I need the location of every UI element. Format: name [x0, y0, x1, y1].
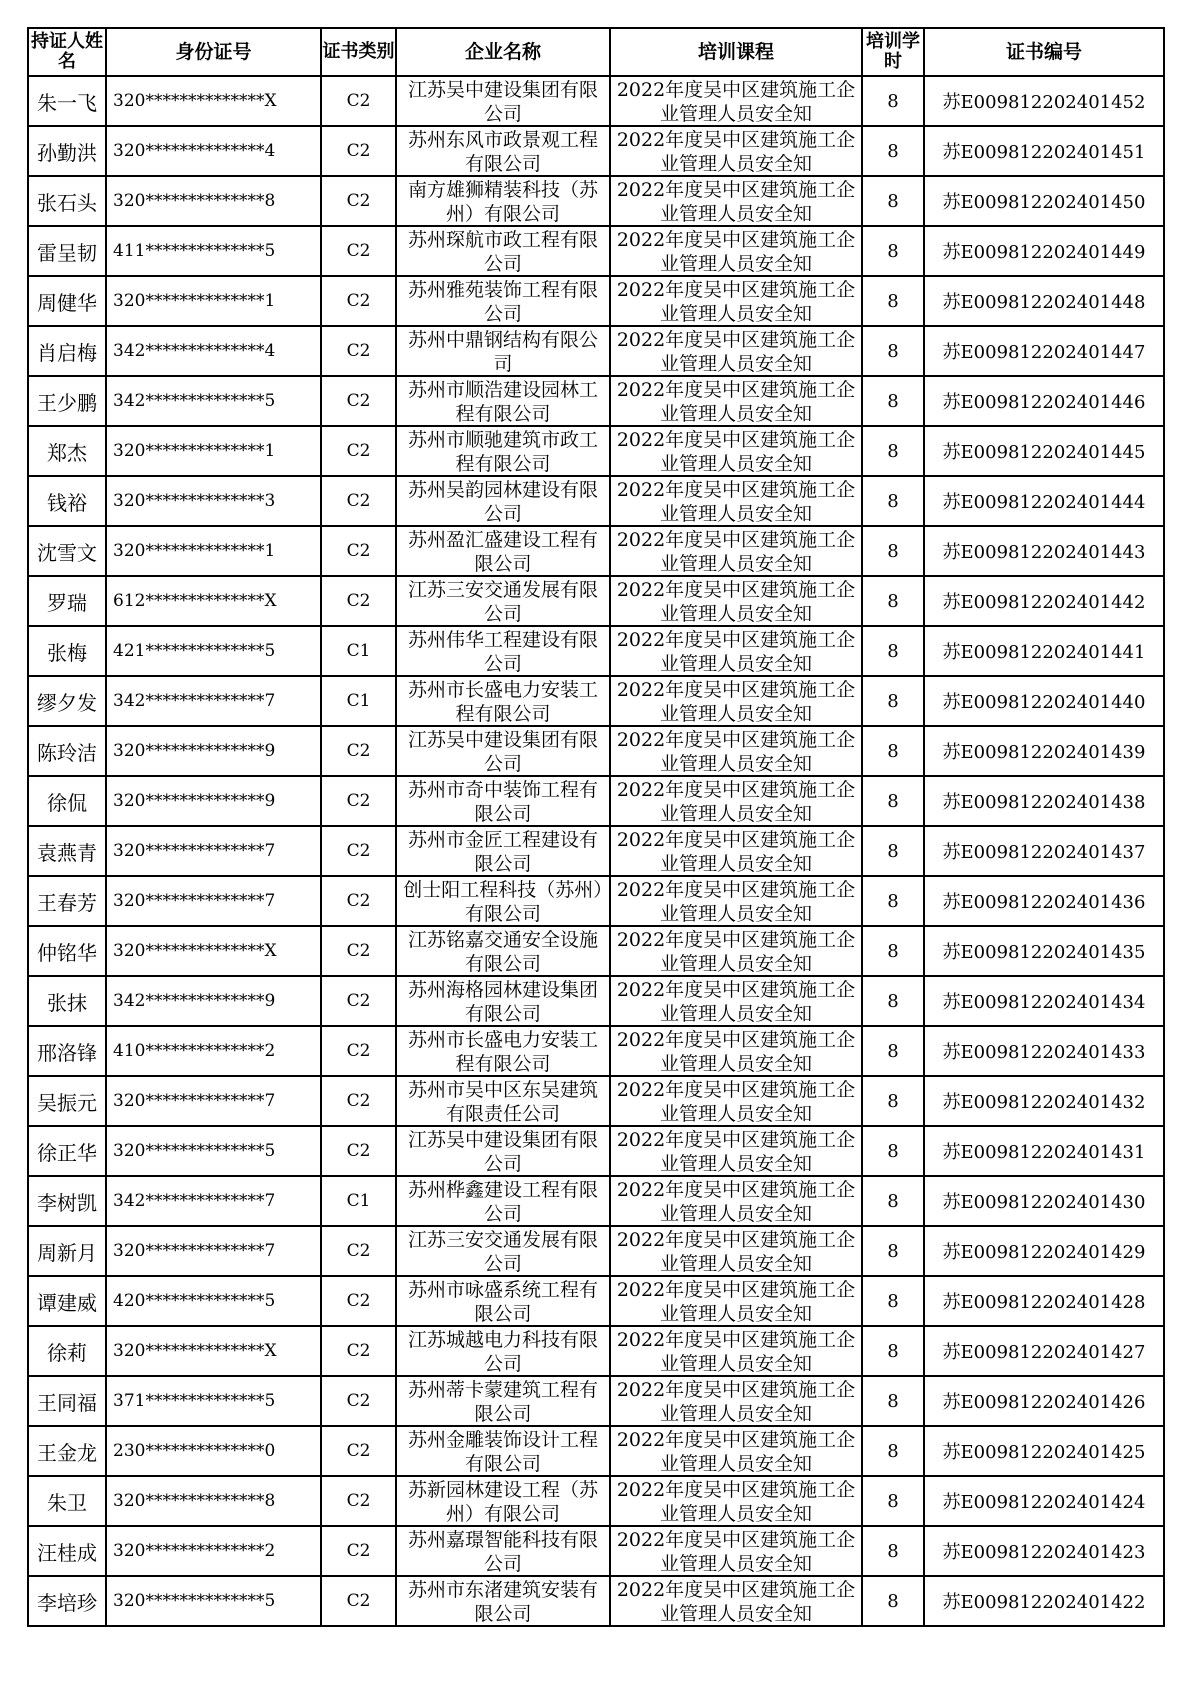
cert-number-cell: 苏E009812202401434 — [924, 976, 1164, 1026]
table-row — [28, 576, 1164, 626]
holder-name-cell: 朱卫 — [28, 1476, 106, 1526]
header-row — [28, 28, 1164, 76]
course-cell: 2022年度吴中区建筑施工企业管理人员安全知 — [610, 1076, 862, 1126]
holder-name-cell: 郑杰 — [28, 426, 106, 476]
cert-type-cell: C2 — [321, 1026, 396, 1076]
company-cell: 苏州琛航市政工程有限公司 — [396, 226, 610, 276]
cert-type-cell: C2 — [321, 926, 396, 976]
holder-name-cell: 徐正华 — [28, 1126, 106, 1176]
certificate-table — [27, 27, 1165, 1627]
cert-type-cell: C2 — [321, 1126, 396, 1176]
hours-cell: 8 — [862, 176, 924, 226]
header-course: 培训课程 — [610, 28, 862, 76]
holder-name-cell: 周健华 — [28, 276, 106, 326]
cert-number-cell: 苏E009812202401438 — [924, 776, 1164, 826]
company-cell: 苏州市顺驰建筑市政工程有限公司 — [396, 426, 610, 476]
table-row — [28, 176, 1164, 226]
company-cell: 江苏三安交通发展有限公司 — [396, 576, 610, 626]
company-cell: 苏州市顺浩建设园林工程有限公司 — [396, 376, 610, 426]
cert-number-cell: 苏E009812202401428 — [924, 1276, 1164, 1326]
id-number-cell: 612**************X — [106, 576, 321, 626]
table-row — [28, 426, 1164, 476]
holder-name-cell: 钱裕 — [28, 476, 106, 526]
cert-type-cell: C2 — [321, 826, 396, 876]
cert-number-cell: 苏E009812202401452 — [924, 76, 1164, 126]
hours-cell: 8 — [862, 276, 924, 326]
id-number-cell: 320**************7 — [106, 1226, 321, 1276]
company-cell: 江苏吴中建设集团有限公司 — [396, 726, 610, 776]
hours-cell: 8 — [862, 1226, 924, 1276]
hours-cell: 8 — [862, 1026, 924, 1076]
course-cell: 2022年度吴中区建筑施工企业管理人员安全知 — [610, 1376, 862, 1426]
id-number-cell: 342**************4 — [106, 326, 321, 376]
course-cell: 2022年度吴中区建筑施工企业管理人员安全知 — [610, 126, 862, 176]
table-row — [28, 826, 1164, 876]
holder-name-cell: 周新月 — [28, 1226, 106, 1276]
table-row — [28, 776, 1164, 826]
holder-name-cell: 缪夕发 — [28, 676, 106, 726]
holder-name-cell: 李树凯 — [28, 1176, 106, 1226]
hours-cell: 8 — [862, 1476, 924, 1526]
cert-type-cell: C2 — [321, 276, 396, 326]
id-number-cell: 320**************2 — [106, 1526, 321, 1576]
holder-name-cell: 肖启梅 — [28, 326, 106, 376]
cert-type-cell: C2 — [321, 376, 396, 426]
course-cell: 2022年度吴中区建筑施工企业管理人员安全知 — [610, 776, 862, 826]
hours-cell: 8 — [862, 1426, 924, 1476]
cert-type-cell: C2 — [321, 1426, 396, 1476]
id-number-cell: 320**************1 — [106, 276, 321, 326]
cert-type-cell: C1 — [321, 676, 396, 726]
table-row — [28, 1526, 1164, 1576]
cert-number-cell: 苏E009812202401427 — [924, 1326, 1164, 1376]
cert-number-cell: 苏E009812202401439 — [924, 726, 1164, 776]
course-cell: 2022年度吴中区建筑施工企业管理人员安全知 — [610, 376, 862, 426]
table-row — [28, 376, 1164, 426]
course-cell: 2022年度吴中区建筑施工企业管理人员安全知 — [610, 1326, 862, 1376]
id-number-cell: 320**************X — [106, 1326, 321, 1376]
table-row — [28, 326, 1164, 376]
cert-type-cell: C2 — [321, 1526, 396, 1576]
cert-type-cell: C2 — [321, 176, 396, 226]
id-number-cell: 320**************7 — [106, 876, 321, 926]
course-cell: 2022年度吴中区建筑施工企业管理人员安全知 — [610, 576, 862, 626]
hours-cell: 8 — [862, 226, 924, 276]
table-row — [28, 1276, 1164, 1326]
cert-number-cell: 苏E009812202401441 — [924, 626, 1164, 676]
holder-name-cell: 李培珍 — [28, 1576, 106, 1626]
cert-number-cell: 苏E009812202401426 — [924, 1376, 1164, 1426]
company-cell: 苏州东风市政景观工程有限公司 — [396, 126, 610, 176]
company-cell: 苏州吴韵园林建设有限公司 — [396, 476, 610, 526]
header-cert-number: 证书编号 — [924, 28, 1164, 76]
company-cell: 苏州金雕装饰设计工程有限公司 — [396, 1426, 610, 1476]
table-row — [28, 976, 1164, 1026]
hours-cell: 8 — [862, 926, 924, 976]
company-cell: 苏州桦鑫建设工程有限公司 — [396, 1176, 610, 1226]
cert-number-cell: 苏E009812202401444 — [924, 476, 1164, 526]
cert-type-cell: C2 — [321, 1376, 396, 1426]
cert-number-cell: 苏E009812202401449 — [924, 226, 1164, 276]
holder-name-cell: 仲铭华 — [28, 926, 106, 976]
table-row — [28, 126, 1164, 176]
id-number-cell: 320**************4 — [106, 126, 321, 176]
cert-number-cell: 苏E009812202401431 — [924, 1126, 1164, 1176]
hours-cell: 8 — [862, 1276, 924, 1326]
cert-number-cell: 苏E009812202401437 — [924, 826, 1164, 876]
table-row — [28, 276, 1164, 326]
company-cell: 苏州海格园林建设集团有限公司 — [396, 976, 610, 1026]
table-row — [28, 476, 1164, 526]
cert-number-cell: 苏E009812202401440 — [924, 676, 1164, 726]
holder-name-cell: 王少鹏 — [28, 376, 106, 426]
hours-cell: 8 — [862, 1126, 924, 1176]
cert-number-cell: 苏E009812202401422 — [924, 1576, 1164, 1626]
hours-cell: 8 — [862, 1576, 924, 1626]
table-body — [28, 76, 1164, 1626]
cert-number-cell: 苏E009812202401436 — [924, 876, 1164, 926]
holder-name-cell: 张抹 — [28, 976, 106, 1026]
course-cell: 2022年度吴中区建筑施工企业管理人员安全知 — [610, 476, 862, 526]
company-cell: 苏州市长盛电力安装工程有限公司 — [396, 1026, 610, 1076]
hours-cell: 8 — [862, 1526, 924, 1576]
company-cell: 苏州中鼎钢结构有限公司 — [396, 326, 610, 376]
company-cell: 江苏吴中建设集团有限公司 — [396, 76, 610, 126]
holder-name-cell: 王同福 — [28, 1376, 106, 1426]
course-cell: 2022年度吴中区建筑施工企业管理人员安全知 — [610, 1126, 862, 1176]
cert-type-cell: C2 — [321, 1076, 396, 1126]
table-row — [28, 1176, 1164, 1226]
hours-cell: 8 — [862, 976, 924, 1026]
company-cell: 苏州雅苑装饰工程有限公司 — [396, 276, 610, 326]
hours-cell: 8 — [862, 626, 924, 676]
company-cell: 苏州市吴中区东吴建筑有限责任公司 — [396, 1076, 610, 1126]
id-number-cell: 320**************1 — [106, 426, 321, 476]
company-cell: 苏州市东渚建筑安装有限公司 — [396, 1576, 610, 1626]
table-row — [28, 676, 1164, 726]
id-number-cell: 320**************3 — [106, 476, 321, 526]
id-number-cell: 320**************7 — [106, 826, 321, 876]
course-cell: 2022年度吴中区建筑施工企业管理人员安全知 — [610, 876, 862, 926]
company-cell: 江苏吴中建设集团有限公司 — [396, 1126, 610, 1176]
table-row — [28, 1476, 1164, 1526]
table-row — [28, 626, 1164, 676]
cert-type-cell: C2 — [321, 426, 396, 476]
cert-type-cell: C1 — [321, 1176, 396, 1226]
company-cell: 苏州市咏盛系统工程有限公司 — [396, 1276, 610, 1326]
hours-cell: 8 — [862, 476, 924, 526]
id-number-cell: 320**************5 — [106, 1126, 321, 1176]
course-cell: 2022年度吴中区建筑施工企业管理人员安全知 — [610, 76, 862, 126]
cert-type-cell: C2 — [321, 1276, 396, 1326]
cert-type-cell: C2 — [321, 776, 396, 826]
cert-type-cell: C2 — [321, 976, 396, 1026]
id-number-cell: 320**************X — [106, 76, 321, 126]
cert-type-cell: C2 — [321, 476, 396, 526]
course-cell: 2022年度吴中区建筑施工企业管理人员安全知 — [610, 426, 862, 476]
course-cell: 2022年度吴中区建筑施工企业管理人员安全知 — [610, 1226, 862, 1276]
company-cell: 江苏三安交通发展有限公司 — [396, 1226, 610, 1276]
table-row — [28, 1426, 1164, 1476]
id-number-cell: 320**************X — [106, 926, 321, 976]
cert-number-cell: 苏E009812202401445 — [924, 426, 1164, 476]
cert-type-cell: C2 — [321, 576, 396, 626]
cert-number-cell: 苏E009812202401447 — [924, 326, 1164, 376]
course-cell: 2022年度吴中区建筑施工企业管理人员安全知 — [610, 526, 862, 576]
hours-cell: 8 — [862, 1326, 924, 1376]
table-row — [28, 1576, 1164, 1626]
cert-number-cell: 苏E009812202401435 — [924, 926, 1164, 976]
table-row — [28, 1126, 1164, 1176]
holder-name-cell: 王金龙 — [28, 1426, 106, 1476]
company-cell: 苏州市金匠工程建设有限公司 — [396, 826, 610, 876]
cert-type-cell: C1 — [321, 626, 396, 676]
company-cell: 苏州嘉璟智能科技有限公司 — [396, 1526, 610, 1576]
id-number-cell: 410**************2 — [106, 1026, 321, 1076]
header-hours: 培训学时 — [862, 28, 924, 76]
header-holder-name: 持证人姓名 — [28, 28, 106, 76]
cert-number-cell: 苏E009812202401423 — [924, 1526, 1164, 1576]
table-row — [28, 526, 1164, 576]
table-row — [28, 1226, 1164, 1276]
course-cell: 2022年度吴中区建筑施工企业管理人员安全知 — [610, 1176, 862, 1226]
course-cell: 2022年度吴中区建筑施工企业管理人员安全知 — [610, 626, 862, 676]
hours-cell: 8 — [862, 576, 924, 626]
cert-number-cell: 苏E009812202401432 — [924, 1076, 1164, 1126]
cert-type-cell: C2 — [321, 876, 396, 926]
holder-name-cell: 孙勤洪 — [28, 126, 106, 176]
id-number-cell: 342**************5 — [106, 376, 321, 426]
cert-number-cell: 苏E009812202401433 — [924, 1026, 1164, 1076]
cert-type-cell: C2 — [321, 1576, 396, 1626]
hours-cell: 8 — [862, 876, 924, 926]
id-number-cell: 371**************5 — [106, 1376, 321, 1426]
id-number-cell: 411**************5 — [106, 226, 321, 276]
table-row — [28, 226, 1164, 276]
id-number-cell: 320**************5 — [106, 1576, 321, 1626]
hours-cell: 8 — [862, 426, 924, 476]
company-cell: 苏州市奇中装饰工程有限公司 — [396, 776, 610, 826]
cert-number-cell: 苏E009812202401429 — [924, 1226, 1164, 1276]
company-cell: 江苏城越电力科技有限公司 — [396, 1326, 610, 1376]
hours-cell: 8 — [862, 1176, 924, 1226]
id-number-cell: 320**************9 — [106, 776, 321, 826]
id-number-cell: 320**************8 — [106, 176, 321, 226]
company-cell: 江苏铭嘉交通安全设施有限公司 — [396, 926, 610, 976]
course-cell: 2022年度吴中区建筑施工企业管理人员安全知 — [610, 276, 862, 326]
company-cell: 苏新园林建设工程（苏州）有限公司 — [396, 1476, 610, 1526]
id-number-cell: 320**************7 — [106, 1076, 321, 1126]
id-number-cell: 342**************9 — [106, 976, 321, 1026]
company-cell: 苏州市长盛电力安装工程有限公司 — [396, 676, 610, 726]
cert-number-cell: 苏E009812202401442 — [924, 576, 1164, 626]
table-row — [28, 726, 1164, 776]
id-number-cell: 342**************7 — [106, 1176, 321, 1226]
cert-number-cell: 苏E009812202401425 — [924, 1426, 1164, 1476]
course-cell: 2022年度吴中区建筑施工企业管理人员安全知 — [610, 1476, 862, 1526]
holder-name-cell: 张梅 — [28, 626, 106, 676]
hours-cell: 8 — [862, 126, 924, 176]
course-cell: 2022年度吴中区建筑施工企业管理人员安全知 — [610, 1276, 862, 1326]
cert-type-cell: C2 — [321, 1226, 396, 1276]
holder-name-cell: 徐侃 — [28, 776, 106, 826]
holder-name-cell: 朱一飞 — [28, 76, 106, 126]
holder-name-cell: 邢洛锋 — [28, 1026, 106, 1076]
cert-type-cell: C2 — [321, 1326, 396, 1376]
header-cert-type: 证书类别 — [321, 28, 396, 76]
course-cell: 2022年度吴中区建筑施工企业管理人员安全知 — [610, 1426, 862, 1476]
course-cell: 2022年度吴中区建筑施工企业管理人员安全知 — [610, 826, 862, 876]
id-number-cell: 320**************8 — [106, 1476, 321, 1526]
cert-type-cell: C2 — [321, 76, 396, 126]
holder-name-cell: 汪桂成 — [28, 1526, 106, 1576]
table-row — [28, 1326, 1164, 1376]
cert-number-cell: 苏E009812202401450 — [924, 176, 1164, 226]
company-cell: 苏州蒂卡蒙建筑工程有限公司 — [396, 1376, 610, 1426]
cert-number-cell: 苏E009812202401430 — [924, 1176, 1164, 1226]
cert-type-cell: C2 — [321, 126, 396, 176]
holder-name-cell: 徐莉 — [28, 1326, 106, 1376]
holder-name-cell: 罗瑞 — [28, 576, 106, 626]
course-cell: 2022年度吴中区建筑施工企业管理人员安全知 — [610, 926, 862, 976]
holder-name-cell: 谭建威 — [28, 1276, 106, 1326]
cert-number-cell: 苏E009812202401448 — [924, 276, 1164, 326]
id-number-cell: 320**************9 — [106, 726, 321, 776]
company-cell: 创士阳工程科技（苏州）有限公司 — [396, 876, 610, 926]
table-row — [28, 1376, 1164, 1426]
hours-cell: 8 — [862, 376, 924, 426]
hours-cell: 8 — [862, 1076, 924, 1126]
table-row — [28, 1026, 1164, 1076]
cert-type-cell: C2 — [321, 526, 396, 576]
holder-name-cell: 王春芳 — [28, 876, 106, 926]
cert-number-cell: 苏E009812202401443 — [924, 526, 1164, 576]
course-cell: 2022年度吴中区建筑施工企业管理人员安全知 — [610, 226, 862, 276]
holder-name-cell: 沈雪文 — [28, 526, 106, 576]
course-cell: 2022年度吴中区建筑施工企业管理人员安全知 — [610, 976, 862, 1026]
cert-type-cell: C2 — [321, 726, 396, 776]
id-number-cell: 420**************5 — [106, 1276, 321, 1326]
holder-name-cell: 陈玲洁 — [28, 726, 106, 776]
hours-cell: 8 — [862, 526, 924, 576]
course-cell: 2022年度吴中区建筑施工企业管理人员安全知 — [610, 1576, 862, 1626]
company-cell: 苏州伟华工程建设有限公司 — [396, 626, 610, 676]
course-cell: 2022年度吴中区建筑施工企业管理人员安全知 — [610, 726, 862, 776]
cert-number-cell: 苏E009812202401446 — [924, 376, 1164, 426]
table-row — [28, 1076, 1164, 1126]
course-cell: 2022年度吴中区建筑施工企业管理人员安全知 — [610, 326, 862, 376]
course-cell: 2022年度吴中区建筑施工企业管理人员安全知 — [610, 1026, 862, 1076]
table-row — [28, 876, 1164, 926]
cert-number-cell: 苏E009812202401451 — [924, 126, 1164, 176]
id-number-cell: 320**************1 — [106, 526, 321, 576]
holder-name-cell: 张石头 — [28, 176, 106, 226]
header-id-number: 身份证号 — [106, 28, 321, 76]
id-number-cell: 421**************5 — [106, 626, 321, 676]
holder-name-cell: 袁燕青 — [28, 826, 106, 876]
table-row — [28, 926, 1164, 976]
cert-type-cell: C2 — [321, 226, 396, 276]
cert-type-cell: C2 — [321, 326, 396, 376]
cert-type-cell: C2 — [321, 1476, 396, 1526]
hours-cell: 8 — [862, 1376, 924, 1426]
cert-number-cell: 苏E009812202401424 — [924, 1476, 1164, 1526]
header-company: 企业名称 — [396, 28, 610, 76]
company-cell: 苏州盈汇盛建设工程有限公司 — [396, 526, 610, 576]
company-cell: 南方雄狮精装科技（苏州）有限公司 — [396, 176, 610, 226]
hours-cell: 8 — [862, 776, 924, 826]
holder-name-cell: 雷呈韧 — [28, 226, 106, 276]
course-cell: 2022年度吴中区建筑施工企业管理人员安全知 — [610, 176, 862, 226]
table-row — [28, 76, 1164, 126]
hours-cell: 8 — [862, 676, 924, 726]
course-cell: 2022年度吴中区建筑施工企业管理人员安全知 — [610, 1526, 862, 1576]
course-cell: 2022年度吴中区建筑施工企业管理人员安全知 — [610, 676, 862, 726]
hours-cell: 8 — [862, 826, 924, 876]
holder-name-cell: 吴振元 — [28, 1076, 106, 1126]
id-number-cell: 342**************7 — [106, 676, 321, 726]
id-number-cell: 230**************0 — [106, 1426, 321, 1476]
hours-cell: 8 — [862, 726, 924, 776]
hours-cell: 8 — [862, 326, 924, 376]
hours-cell: 8 — [862, 76, 924, 126]
